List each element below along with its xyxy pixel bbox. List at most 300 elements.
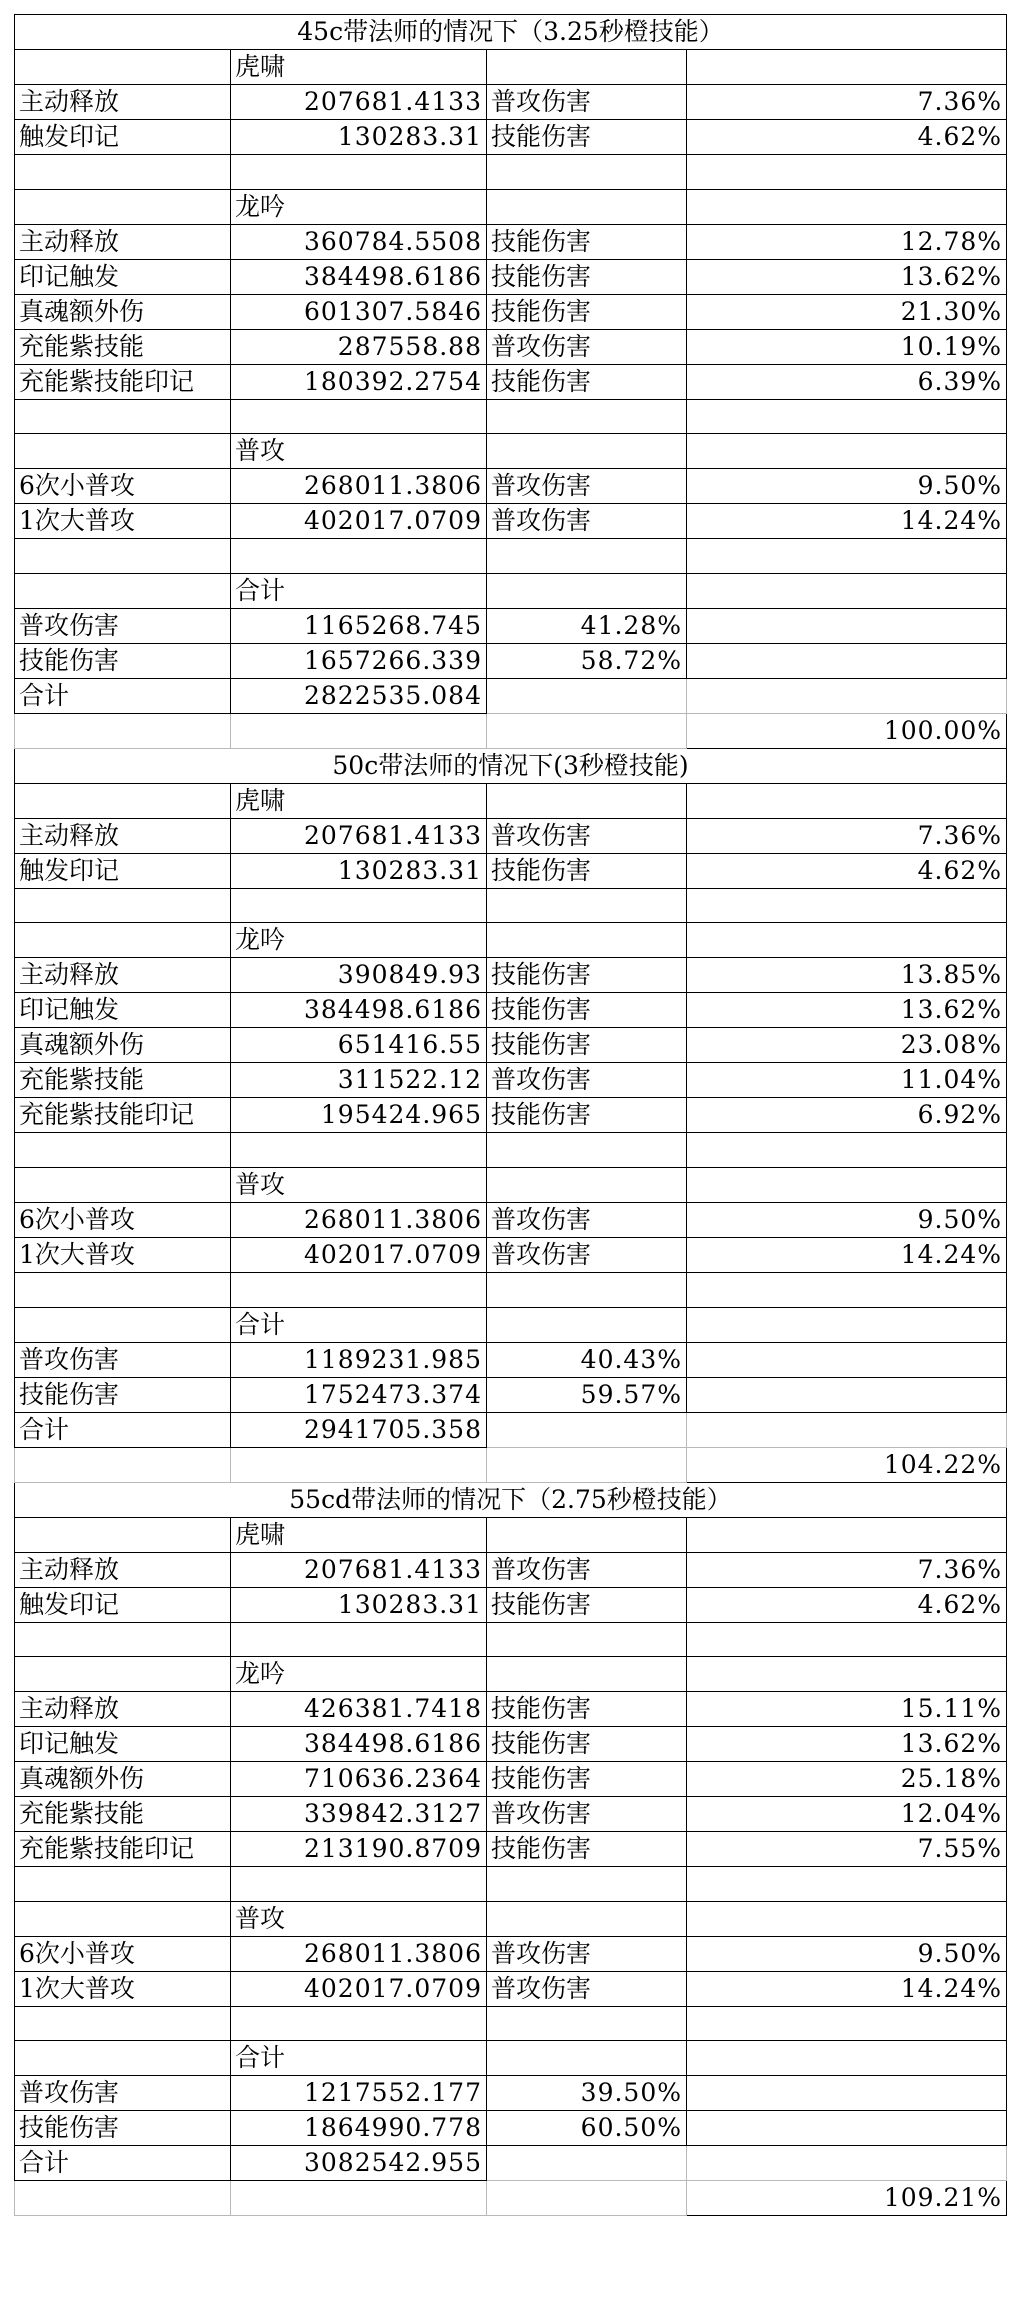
item-value-cell: 651416.55 xyxy=(231,1028,487,1063)
table-row xyxy=(15,469,1007,504)
blank-row xyxy=(15,888,1007,923)
empty-cell xyxy=(687,189,1007,224)
group-header-row xyxy=(15,1517,1007,1552)
grand-total-row xyxy=(15,1412,1007,1447)
group-header-cell: 龙吟 xyxy=(231,1657,487,1692)
item-type-cell: 普攻伤害 xyxy=(487,1971,687,2006)
item-name-cell: 充能紫技能 xyxy=(15,1063,231,1098)
item-percent-cell: 4.62% xyxy=(687,120,1007,155)
total-value-cell: 1657266.339 xyxy=(231,643,487,678)
item-name-cell: 6次小普攻 xyxy=(15,1936,231,1971)
table-row xyxy=(15,294,1007,329)
empty-cell xyxy=(487,923,687,958)
item-type-cell: 技能伤害 xyxy=(487,364,687,399)
total-header-row xyxy=(15,573,1007,608)
empty-cell xyxy=(15,1622,231,1657)
total-percent-cell: 59.57% xyxy=(487,1377,687,1412)
group-header-row xyxy=(15,1901,1007,1936)
empty-cell xyxy=(687,1167,1007,1202)
empty-cell xyxy=(15,1167,231,1202)
item-value-cell: 207681.4133 xyxy=(231,1552,487,1587)
item-type-cell: 技能伤害 xyxy=(487,993,687,1028)
grand-total-name-cell: 合计 xyxy=(15,678,231,713)
empty-cell xyxy=(487,50,687,85)
empty-cell xyxy=(15,189,231,224)
table-row xyxy=(15,364,1007,399)
table-row xyxy=(15,1762,1007,1797)
table-row xyxy=(15,1237,1007,1272)
item-name-cell: 印记触发 xyxy=(15,259,231,294)
empty-cell xyxy=(687,1622,1007,1657)
item-name-cell: 主动释放 xyxy=(15,958,231,993)
item-name-cell: 触发印记 xyxy=(15,120,231,155)
item-type-cell: 普攻伤害 xyxy=(487,1063,687,1098)
group-header-row xyxy=(15,1657,1007,1692)
empty-cell xyxy=(231,1272,487,1307)
empty-cell xyxy=(487,2006,687,2041)
item-name-cell: 主动释放 xyxy=(15,818,231,853)
item-type-cell: 普攻伤害 xyxy=(487,85,687,120)
group-header-cell: 龙吟 xyxy=(231,923,487,958)
blank-row xyxy=(15,1622,1007,1657)
table-row xyxy=(15,1063,1007,1098)
damage-table xyxy=(14,14,1007,2216)
grand-total-row xyxy=(15,2146,1007,2181)
empty-cell xyxy=(15,1272,231,1307)
ratio-cell: 104.22% xyxy=(687,1447,1007,1482)
empty-cell xyxy=(15,1307,231,1342)
total-value-cell: 1217552.177 xyxy=(231,2076,487,2111)
empty-cell xyxy=(487,539,687,574)
empty-cell xyxy=(687,1412,1007,1447)
empty-cell xyxy=(231,155,487,190)
ratio-cell: 100.00% xyxy=(687,713,1007,748)
group-header-row xyxy=(15,923,1007,958)
table-row xyxy=(15,85,1007,120)
empty-cell xyxy=(487,1657,687,1692)
group-header-cell: 普攻 xyxy=(231,434,487,469)
total-name-cell: 技能伤害 xyxy=(15,2111,231,2146)
item-type-cell: 技能伤害 xyxy=(487,853,687,888)
item-value-cell: 384498.6186 xyxy=(231,993,487,1028)
empty-cell xyxy=(687,1133,1007,1168)
empty-cell xyxy=(487,434,687,469)
total-name-cell: 普攻伤害 xyxy=(15,608,231,643)
empty-cell xyxy=(487,1307,687,1342)
item-percent-cell: 13.62% xyxy=(687,1727,1007,1762)
item-percent-cell: 13.85% xyxy=(687,958,1007,993)
total-name-cell: 普攻伤害 xyxy=(15,2076,231,2111)
table-row xyxy=(15,1727,1007,1762)
empty-cell xyxy=(487,1901,687,1936)
table-row xyxy=(15,120,1007,155)
item-percent-cell: 9.50% xyxy=(687,1202,1007,1237)
empty-cell xyxy=(231,2006,487,2041)
item-value-cell: 601307.5846 xyxy=(231,294,487,329)
empty-cell xyxy=(487,1622,687,1657)
item-type-cell: 普攻伤害 xyxy=(487,1237,687,1272)
empty-cell xyxy=(687,573,1007,608)
item-value-cell: 213190.8709 xyxy=(231,1832,487,1867)
empty-cell xyxy=(687,539,1007,574)
item-name-cell: 触发印记 xyxy=(15,1587,231,1622)
item-type-cell: 技能伤害 xyxy=(487,1098,687,1133)
empty-cell xyxy=(15,923,231,958)
item-value-cell: 402017.0709 xyxy=(231,1237,487,1272)
total-header-cell: 合计 xyxy=(231,1307,487,1342)
empty-cell xyxy=(687,1272,1007,1307)
item-name-cell: 1次大普攻 xyxy=(15,1237,231,1272)
empty-cell xyxy=(487,1867,687,1902)
empty-cell xyxy=(487,713,687,748)
table-row xyxy=(15,1936,1007,1971)
empty-cell xyxy=(15,573,231,608)
empty-cell xyxy=(687,643,1007,678)
grand-total-name-cell: 合计 xyxy=(15,2146,231,2181)
total-name-cell: 技能伤害 xyxy=(15,643,231,678)
total-header-row xyxy=(15,1307,1007,1342)
empty-cell xyxy=(15,713,231,748)
item-percent-cell: 13.62% xyxy=(687,993,1007,1028)
total-value-cell: 1189231.985 xyxy=(231,1342,487,1377)
blank-row xyxy=(15,1272,1007,1307)
empty-cell xyxy=(15,1133,231,1168)
total-header-row xyxy=(15,2041,1007,2076)
item-value-cell: 130283.31 xyxy=(231,853,487,888)
item-name-cell: 主动释放 xyxy=(15,1552,231,1587)
table-row xyxy=(15,958,1007,993)
empty-cell xyxy=(687,155,1007,190)
section-title: 45c带法师的情况下（3.25秒橙技能） xyxy=(15,15,1007,50)
item-value-cell: 384498.6186 xyxy=(231,259,487,294)
item-type-cell: 技能伤害 xyxy=(487,1028,687,1063)
empty-cell xyxy=(231,399,487,434)
total-header-cell: 合计 xyxy=(231,2041,487,2076)
spreadsheet xyxy=(14,14,1006,2216)
group-header-cell: 虎啸 xyxy=(231,50,487,85)
group-header-row xyxy=(15,1167,1007,1202)
table-row xyxy=(15,1832,1007,1867)
empty-cell xyxy=(487,888,687,923)
table-row xyxy=(15,1797,1007,1832)
empty-cell xyxy=(687,2041,1007,2076)
table-row xyxy=(15,1098,1007,1133)
item-percent-cell: 13.62% xyxy=(687,259,1007,294)
empty-cell xyxy=(487,573,687,608)
table-row xyxy=(15,1971,1007,2006)
empty-cell xyxy=(687,1657,1007,1692)
item-name-cell: 印记触发 xyxy=(15,993,231,1028)
item-percent-cell: 15.11% xyxy=(687,1692,1007,1727)
empty-cell xyxy=(15,1867,231,1902)
section-title: 50c带法师的情况下(3秒橙技能) xyxy=(15,748,1007,783)
empty-cell xyxy=(231,1622,487,1657)
empty-cell xyxy=(487,783,687,818)
item-value-cell: 195424.965 xyxy=(231,1098,487,1133)
empty-cell xyxy=(487,1447,687,1482)
empty-cell xyxy=(687,1867,1007,1902)
item-type-cell: 普攻伤害 xyxy=(487,1552,687,1587)
group-header-row xyxy=(15,783,1007,818)
table-row xyxy=(15,1587,1007,1622)
total-percent-cell: 39.50% xyxy=(487,2076,687,2111)
item-name-cell: 充能紫技能 xyxy=(15,1797,231,1832)
item-type-cell: 普攻伤害 xyxy=(487,1936,687,1971)
item-type-cell: 普攻伤害 xyxy=(487,469,687,504)
table-row xyxy=(15,1028,1007,1063)
group-header-row xyxy=(15,50,1007,85)
empty-cell xyxy=(487,1517,687,1552)
total-percent-cell: 58.72% xyxy=(487,643,687,678)
item-name-cell: 主动释放 xyxy=(15,224,231,259)
item-name-cell: 6次小普攻 xyxy=(15,469,231,504)
empty-cell xyxy=(487,1272,687,1307)
item-type-cell: 普攻伤害 xyxy=(487,504,687,539)
item-name-cell: 6次小普攻 xyxy=(15,1202,231,1237)
total-value-cell: 1752473.374 xyxy=(231,1377,487,1412)
item-name-cell: 印记触发 xyxy=(15,1727,231,1762)
table-row xyxy=(15,1692,1007,1727)
empty-cell xyxy=(15,1901,231,1936)
blank-row xyxy=(15,1867,1007,1902)
item-percent-cell: 7.55% xyxy=(687,1832,1007,1867)
empty-cell xyxy=(687,2076,1007,2111)
item-type-cell: 技能伤害 xyxy=(487,294,687,329)
total-value-cell: 1165268.745 xyxy=(231,608,487,643)
total-row xyxy=(15,608,1007,643)
blank-row xyxy=(15,2006,1007,2041)
empty-cell xyxy=(231,1133,487,1168)
item-value-cell: 402017.0709 xyxy=(231,1971,487,2006)
item-type-cell: 技能伤害 xyxy=(487,958,687,993)
item-type-cell: 普攻伤害 xyxy=(487,1202,687,1237)
section-title-row xyxy=(15,1482,1007,1517)
item-value-cell: 339842.3127 xyxy=(231,1797,487,1832)
empty-cell xyxy=(15,434,231,469)
item-value-cell: 180392.2754 xyxy=(231,364,487,399)
empty-cell xyxy=(487,1412,687,1447)
empty-cell xyxy=(15,1657,231,1692)
item-value-cell: 207681.4133 xyxy=(231,85,487,120)
empty-cell xyxy=(487,399,687,434)
section-title: 55cd带法师的情况下（2.75秒橙技能） xyxy=(15,1482,1007,1517)
total-row xyxy=(15,2076,1007,2111)
blank-row xyxy=(15,539,1007,574)
empty-cell xyxy=(487,1167,687,1202)
group-header-cell: 普攻 xyxy=(231,1167,487,1202)
group-header-cell: 龙吟 xyxy=(231,189,487,224)
item-type-cell: 技能伤害 xyxy=(487,224,687,259)
empty-cell xyxy=(687,2111,1007,2146)
total-name-cell: 技能伤害 xyxy=(15,1377,231,1412)
item-name-cell: 真魂额外伤 xyxy=(15,1028,231,1063)
empty-cell xyxy=(687,1342,1007,1377)
item-name-cell: 1次大普攻 xyxy=(15,504,231,539)
empty-cell xyxy=(687,1517,1007,1552)
item-percent-cell: 14.24% xyxy=(687,1237,1007,1272)
empty-cell xyxy=(15,399,231,434)
empty-cell xyxy=(15,539,231,574)
empty-cell xyxy=(15,888,231,923)
item-percent-cell: 9.50% xyxy=(687,469,1007,504)
empty-cell xyxy=(231,1447,487,1482)
item-value-cell: 384498.6186 xyxy=(231,1727,487,1762)
item-name-cell: 1次大普攻 xyxy=(15,1971,231,2006)
empty-cell xyxy=(231,1867,487,1902)
empty-cell xyxy=(687,1307,1007,1342)
empty-cell xyxy=(487,678,687,713)
item-name-cell: 充能紫技能印记 xyxy=(15,364,231,399)
empty-cell xyxy=(487,2041,687,2076)
empty-cell xyxy=(687,783,1007,818)
empty-cell xyxy=(15,783,231,818)
grand-total-row xyxy=(15,678,1007,713)
item-percent-cell: 12.04% xyxy=(687,1797,1007,1832)
item-percent-cell: 12.78% xyxy=(687,224,1007,259)
empty-cell xyxy=(687,608,1007,643)
ratio-row xyxy=(15,713,1007,748)
item-name-cell: 主动释放 xyxy=(15,1692,231,1727)
total-header-cell: 合计 xyxy=(231,573,487,608)
item-name-cell: 真魂额外伤 xyxy=(15,1762,231,1797)
item-percent-cell: 6.92% xyxy=(687,1098,1007,1133)
item-value-cell: 268011.3806 xyxy=(231,1202,487,1237)
item-value-cell: 287558.88 xyxy=(231,329,487,364)
section-title-row xyxy=(15,15,1007,50)
total-percent-cell: 60.50% xyxy=(487,2111,687,2146)
empty-cell xyxy=(231,2181,487,2216)
total-row xyxy=(15,2111,1007,2146)
table-row xyxy=(15,1552,1007,1587)
item-value-cell: 710636.2364 xyxy=(231,1762,487,1797)
item-name-cell: 真魂额外伤 xyxy=(15,294,231,329)
item-percent-cell: 23.08% xyxy=(687,1028,1007,1063)
item-name-cell: 触发印记 xyxy=(15,853,231,888)
total-row xyxy=(15,1377,1007,1412)
item-type-cell: 普攻伤害 xyxy=(487,818,687,853)
grand-total-value-cell: 3082542.955 xyxy=(231,2146,487,2181)
table-row xyxy=(15,504,1007,539)
grand-total-value-cell: 2822535.084 xyxy=(231,678,487,713)
item-type-cell: 技能伤害 xyxy=(487,1762,687,1797)
group-header-cell: 普攻 xyxy=(231,1901,487,1936)
item-percent-cell: 4.62% xyxy=(687,853,1007,888)
empty-cell xyxy=(687,399,1007,434)
item-value-cell: 426381.7418 xyxy=(231,1692,487,1727)
item-percent-cell: 6.39% xyxy=(687,364,1007,399)
item-percent-cell: 21.30% xyxy=(687,294,1007,329)
empty-cell xyxy=(231,888,487,923)
item-name-cell: 主动释放 xyxy=(15,85,231,120)
table-row xyxy=(15,224,1007,259)
empty-cell xyxy=(687,1377,1007,1412)
table-row xyxy=(15,818,1007,853)
group-header-cell: 虎啸 xyxy=(231,1517,487,1552)
table-row xyxy=(15,1202,1007,1237)
item-value-cell: 402017.0709 xyxy=(231,504,487,539)
item-type-cell: 技能伤害 xyxy=(487,120,687,155)
item-value-cell: 268011.3806 xyxy=(231,1936,487,1971)
empty-cell xyxy=(687,50,1007,85)
empty-cell xyxy=(487,2181,687,2216)
table-row xyxy=(15,853,1007,888)
item-percent-cell: 7.36% xyxy=(687,818,1007,853)
empty-cell xyxy=(15,1517,231,1552)
item-name-cell: 充能紫技能印记 xyxy=(15,1098,231,1133)
item-type-cell: 技能伤害 xyxy=(487,1692,687,1727)
blank-row xyxy=(15,399,1007,434)
empty-cell xyxy=(15,1447,231,1482)
item-type-cell: 技能伤害 xyxy=(487,259,687,294)
item-percent-cell: 7.36% xyxy=(687,85,1007,120)
ratio-cell: 109.21% xyxy=(687,2181,1007,2216)
empty-cell xyxy=(687,678,1007,713)
item-percent-cell: 25.18% xyxy=(687,1762,1007,1797)
blank-row xyxy=(15,1133,1007,1168)
empty-cell xyxy=(15,2006,231,2041)
empty-cell xyxy=(231,713,487,748)
item-name-cell: 充能紫技能印记 xyxy=(15,1832,231,1867)
item-percent-cell: 14.24% xyxy=(687,1971,1007,2006)
item-type-cell: 普攻伤害 xyxy=(487,1797,687,1832)
total-percent-cell: 40.43% xyxy=(487,1342,687,1377)
item-type-cell: 技能伤害 xyxy=(487,1832,687,1867)
ratio-row xyxy=(15,1447,1007,1482)
empty-cell xyxy=(15,2181,231,2216)
total-percent-cell: 41.28% xyxy=(487,608,687,643)
item-value-cell: 268011.3806 xyxy=(231,469,487,504)
grand-total-name-cell: 合计 xyxy=(15,1412,231,1447)
item-value-cell: 390849.93 xyxy=(231,958,487,993)
item-value-cell: 207681.4133 xyxy=(231,818,487,853)
ratio-row xyxy=(15,2181,1007,2216)
total-row xyxy=(15,1342,1007,1377)
empty-cell xyxy=(687,1901,1007,1936)
empty-cell xyxy=(231,539,487,574)
empty-cell xyxy=(687,2006,1007,2041)
item-percent-cell: 7.36% xyxy=(687,1552,1007,1587)
item-percent-cell: 10.19% xyxy=(687,329,1007,364)
empty-cell xyxy=(687,2146,1007,2181)
empty-cell xyxy=(687,923,1007,958)
empty-cell xyxy=(487,155,687,190)
grand-total-value-cell: 2941705.358 xyxy=(231,1412,487,1447)
table-row xyxy=(15,259,1007,294)
item-value-cell: 360784.5508 xyxy=(231,224,487,259)
group-header-row xyxy=(15,189,1007,224)
section-title-row xyxy=(15,748,1007,783)
empty-cell xyxy=(15,2041,231,2076)
group-header-cell: 虎啸 xyxy=(231,783,487,818)
item-percent-cell: 14.24% xyxy=(687,504,1007,539)
item-type-cell: 技能伤害 xyxy=(487,1727,687,1762)
total-value-cell: 1864990.778 xyxy=(231,2111,487,2146)
item-type-cell: 技能伤害 xyxy=(487,1587,687,1622)
total-name-cell: 普攻伤害 xyxy=(15,1342,231,1377)
empty-cell xyxy=(487,1133,687,1168)
blank-row xyxy=(15,155,1007,190)
empty-cell xyxy=(15,155,231,190)
item-percent-cell: 11.04% xyxy=(687,1063,1007,1098)
group-header-row xyxy=(15,434,1007,469)
item-value-cell: 311522.12 xyxy=(231,1063,487,1098)
item-value-cell: 130283.31 xyxy=(231,120,487,155)
empty-cell xyxy=(15,50,231,85)
empty-cell xyxy=(687,888,1007,923)
empty-cell xyxy=(487,2146,687,2181)
empty-cell xyxy=(487,189,687,224)
item-name-cell: 充能紫技能 xyxy=(15,329,231,364)
